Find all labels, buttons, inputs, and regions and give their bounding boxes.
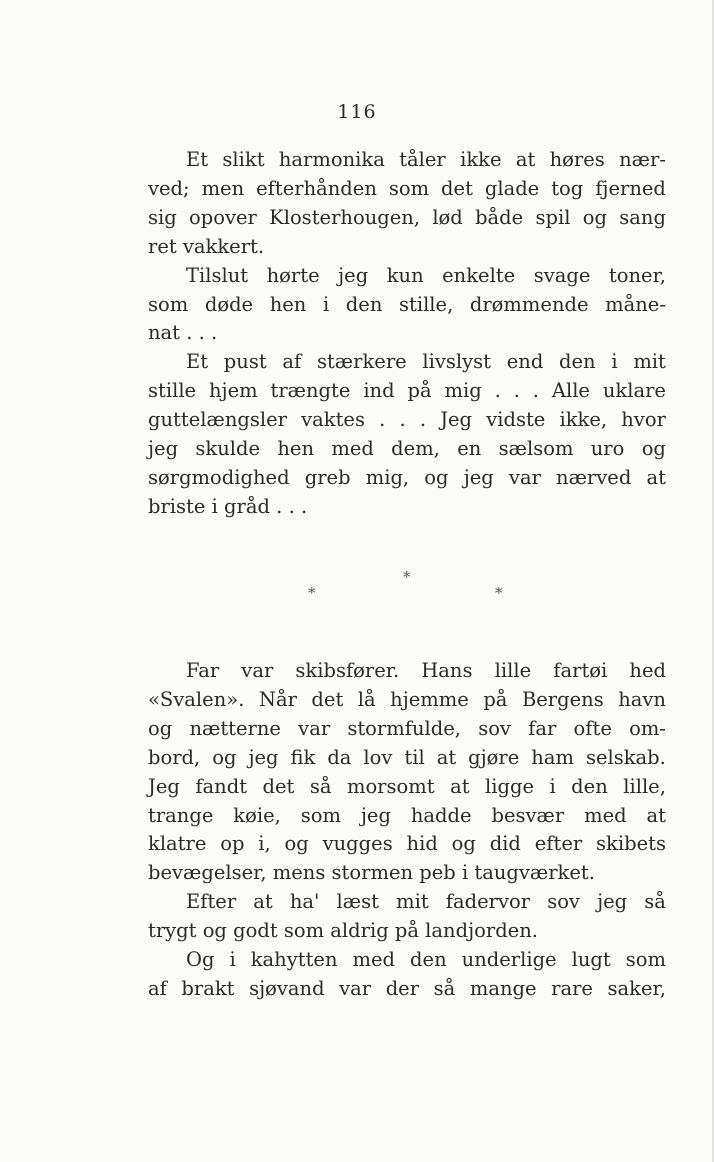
page-number: 116	[337, 101, 377, 123]
text-line: ved; men efterhånden som det glade tog fjerned	[148, 176, 666, 200]
text-line: Efter at ha' læst mit fadervor sov jeg så	[186, 890, 666, 914]
asterism-separator	[0, 568, 714, 608]
text-line: ret vakkert.	[148, 234, 265, 258]
text-line: som døde hen i den stille, drømmende måne-	[148, 292, 666, 316]
text-line: trange køie, som jeg hadde besvær med at	[148, 803, 666, 827]
text-line: stille hjem trængte ind på mig . . . Alle uklare	[148, 379, 666, 403]
text-section-1	[148, 146, 666, 522]
text-line: trygt og godt som aldrig på landjorden.	[148, 919, 538, 943]
text-line: klatre op i, og vugges hid og did efter skibets	[148, 832, 666, 856]
text-line: guttelængsler vaktes . . . Jeg vidste ikke, hvor	[148, 408, 666, 432]
text-line: Far var skibsfører. Hans lille fartøi hed	[186, 659, 666, 682]
text-line: Et slikt harmonika tåler ikke at høres nær-	[186, 148, 666, 171]
text-line: «Svalen». Når det lå hjemme på Bergens havn	[148, 687, 666, 711]
asterism-star-right: *	[495, 584, 503, 602]
text-line: Og i kahytten med den underlige lugt som	[186, 948, 666, 972]
text-line: bord, og jeg fik da lov til at gjøre ham selskab.	[148, 745, 666, 769]
asterism-star-top: *	[403, 568, 411, 586]
asterism-star-left: *	[308, 584, 316, 602]
text-line: bevægelser, mens stormen peb i taugværket.	[148, 861, 595, 885]
text-section-2	[148, 657, 666, 1004]
text-line: nat . . .	[148, 321, 218, 345]
text-line: briste i gråd . . .	[148, 494, 308, 518]
text-line: Tilslut hørte jeg kun enkelte svage toner,	[186, 263, 666, 287]
text-line: jeg skulde hen med dem, en sælsom uro og	[148, 437, 666, 461]
text-line: sørgmodighed greb mig, og jeg var nærved at	[148, 465, 666, 489]
text-line: sig opover Klosterhougen, lød både spil og sang	[148, 205, 666, 229]
text-line: Jeg fandt det så morsomt at ligge i den lille,	[148, 774, 666, 798]
text-line: af brakt sjøvand var der så mange rare saker,	[148, 976, 666, 1000]
text-line: Et pust af stærkere livslyst end den i mit	[186, 350, 666, 374]
text-line: og nætterne var stormfulde, sov far ofte om-	[148, 716, 666, 740]
